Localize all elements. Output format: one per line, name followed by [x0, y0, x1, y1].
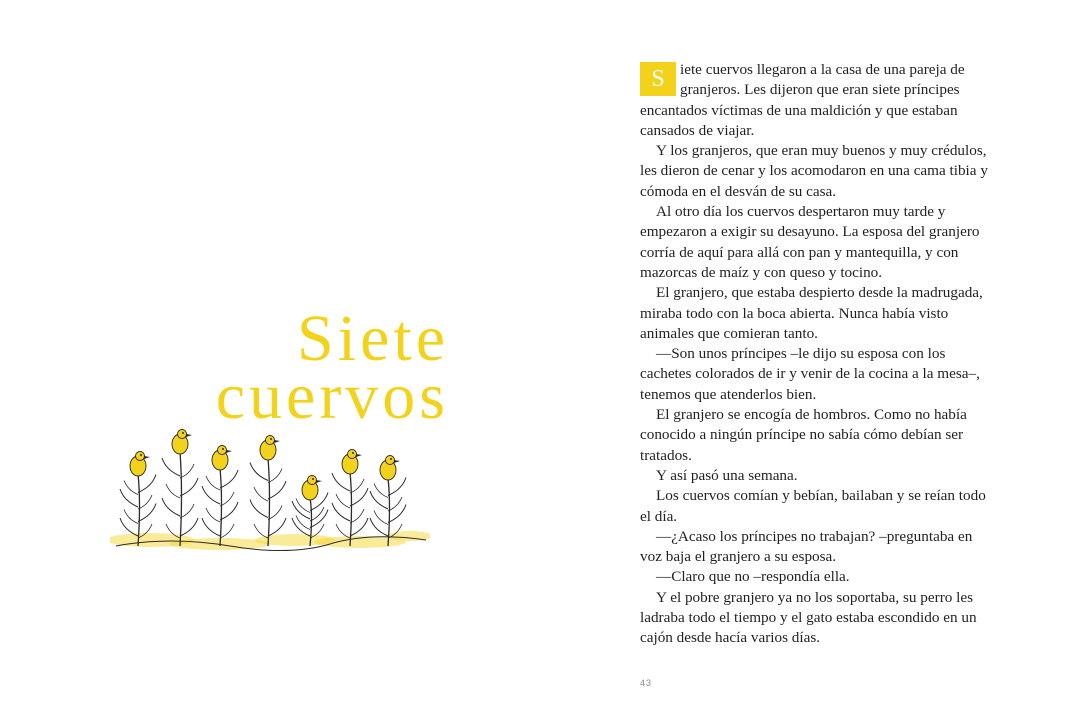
story-paragraph: Los cuervos comían y bebían, bailaban y se reían todo el día.	[640, 487, 986, 525]
story-paragraph: Al otro día los cuervos despertaron muy tarde y empezaron a exigir su desayuno. La esposa del granjero corría de aquí para allá con pan y mantequilla, y con mazorcas de maíz y con queso y tocino.	[640, 203, 980, 281]
page-number: 43	[640, 678, 653, 688]
title-line-2: cuervos	[215, 360, 449, 433]
drop-cap: S	[640, 62, 676, 96]
story-text	[640, 60, 992, 649]
story-paragraph: —Son unos príncipes –le dijo su esposa con los cachetes colorados de ir y venir de la cocina a la mesa–, tenemos que atenderlos bien.	[640, 345, 980, 403]
story-paragraph: —Claro que no –respondía ella.	[656, 568, 850, 586]
story-paragraph: El granjero se encogía de hombros. Como no había conocido a ningún príncipe no sabía cómo debían ser tratados.	[640, 406, 967, 464]
story-paragraph: Y los granjeros, que eran muy buenos y muy crédulos, les dieron de cenar y los acomodaron en una cama tibia y cómoda en el desván de su casa.	[640, 142, 988, 200]
story-paragraph: Y el pobre granjero ya no los soportaba, su perro les ladraba todo el tiempo y el gato estaba escondido en un cajón desde hacía varios días.	[640, 588, 977, 647]
title-line-1: Siete	[297, 302, 449, 375]
crows-in-cornfield-icon	[110, 424, 430, 554]
story-paragraph: Y así pasó una semana.	[656, 466, 798, 484]
story-paragraph: —¿Acaso los príncipes no trabajan? –preguntaba en voz baja el granjero a su esposa.	[640, 527, 973, 566]
story-paragraph-1: S iete cuervos llegaron a la casa de una pareja de granjeros. Les dijeron que eran siete príncipes encantados víctimas de una maldición y que estaban cansados de viajar.	[640, 61, 965, 139]
story-paragraph: El granjero, que estaba despierto desde la madrugada, miraba todo con la boca abierta. Nunca había visto animales que comieran tanto.	[640, 284, 983, 342]
